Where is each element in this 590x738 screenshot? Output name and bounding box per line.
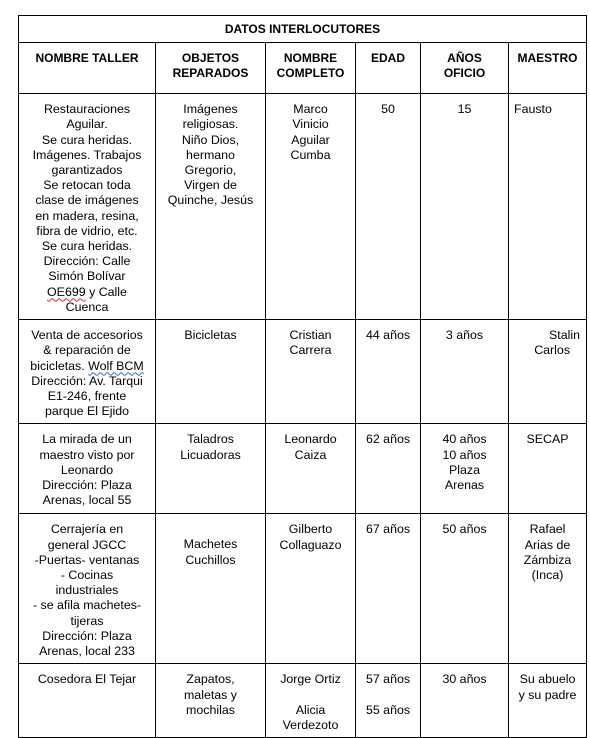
interlocutors-table [18, 15, 587, 738]
cell-maestro: SECAP [509, 424, 587, 514]
table-row [19, 94, 587, 320]
cell-nombre: Gilberto Collaguazo [266, 514, 356, 664]
table-title: DATOS INTERLOCUTORES [19, 16, 587, 43]
cell-objetos: Imágenes religiosas. Niño Dios, hermano Gregorio, Virgen de Quinche, Jesús [156, 94, 266, 320]
cell-oficio: 50 años [421, 514, 509, 664]
cell-maestro: Su abuelo y su padre [509, 664, 587, 738]
table-row [19, 320, 587, 424]
cell-edad: 57 años 55 años [356, 664, 421, 738]
header-edad: EDAD [356, 43, 421, 94]
cell-nombre: Cristian Carrera [266, 320, 356, 424]
cell-taller: Restauraciones Aguilar. Se cura heridas. Imágenes. Trabajos garantizados Se retocan toda clase de imágenes en madera, resina, fibra de vidrio, etc. Se cura heridas. Dirección: Calle Simón Bolívar OE699 y Calle Cuenca [19, 94, 156, 320]
header-nombre-completo: NOMBRE COMPLETO [266, 43, 356, 94]
cell-oficio: 3 años [421, 320, 509, 424]
cell-nombre: Jorge Ortiz Alicia Verdezoto [266, 664, 356, 738]
table-row [19, 424, 587, 514]
cell-taller: La mirada de un maestro visto por Leonardo Dirección: Plaza Arenas, local 55 [19, 424, 156, 514]
cell-edad: 44 años [356, 320, 421, 424]
address-line: OE699 y Calle [47, 284, 127, 299]
table-row [19, 514, 587, 664]
brand-name: Wolf BCM [88, 358, 144, 373]
cell-nombre: Leonardo Caiza [266, 424, 356, 514]
cell-oficio: 30 años [421, 664, 509, 738]
cell-objetos: Zapatos, maletas y mochilas [156, 664, 266, 738]
header-objetos-reparados: OBJETOS REPARADOS [156, 43, 266, 94]
cell-maestro: Rafael Arias de Zámbiza (Inca) [509, 514, 587, 664]
cell-taller: Cosedora El Tejar [19, 664, 156, 738]
header-anos-oficio: AÑOS OFICIO [421, 43, 509, 94]
table-row [19, 664, 587, 738]
cell-taller: Venta de accesorios & reparación de bicicletas. Wolf BCM Dirección: Av. Tarqui E1-246, frente parque El Ejido [19, 320, 156, 424]
cell-edad: 67 años [356, 514, 421, 664]
cell-objetos: Taladros Licuadoras [156, 424, 266, 514]
cell-nombre: Marco Vinicio Aguilar Cumba [266, 94, 356, 320]
brand-line: bicicletas. Wolf BCM [30, 358, 144, 373]
cell-oficio: 15 [421, 94, 509, 320]
cell-edad: 62 años [356, 424, 421, 514]
spellcheck-word: OE699 [47, 284, 86, 299]
cell-taller: Cerrajería en general JGCC -Puertas- ventanas - Cocinas industriales - se afila machetes- tijeras Dirección: Plaza Arenas, local 233 [19, 514, 156, 664]
cell-objetos: Bicicletas [156, 320, 266, 424]
cell-maestro: Stalin Carlos [509, 320, 587, 424]
header-maestro: MAESTRO [509, 43, 587, 94]
cell-maestro: Fausto [509, 94, 587, 320]
cell-objetos: Machetes Cuchillos [156, 514, 266, 664]
title-row [19, 16, 587, 43]
cell-oficio: 40 años 10 años Plaza Arenas [421, 424, 509, 514]
header-row [19, 43, 587, 94]
cell-edad: 50 [356, 94, 421, 320]
header-nombre-taller: NOMBRE TALLER [19, 43, 156, 94]
